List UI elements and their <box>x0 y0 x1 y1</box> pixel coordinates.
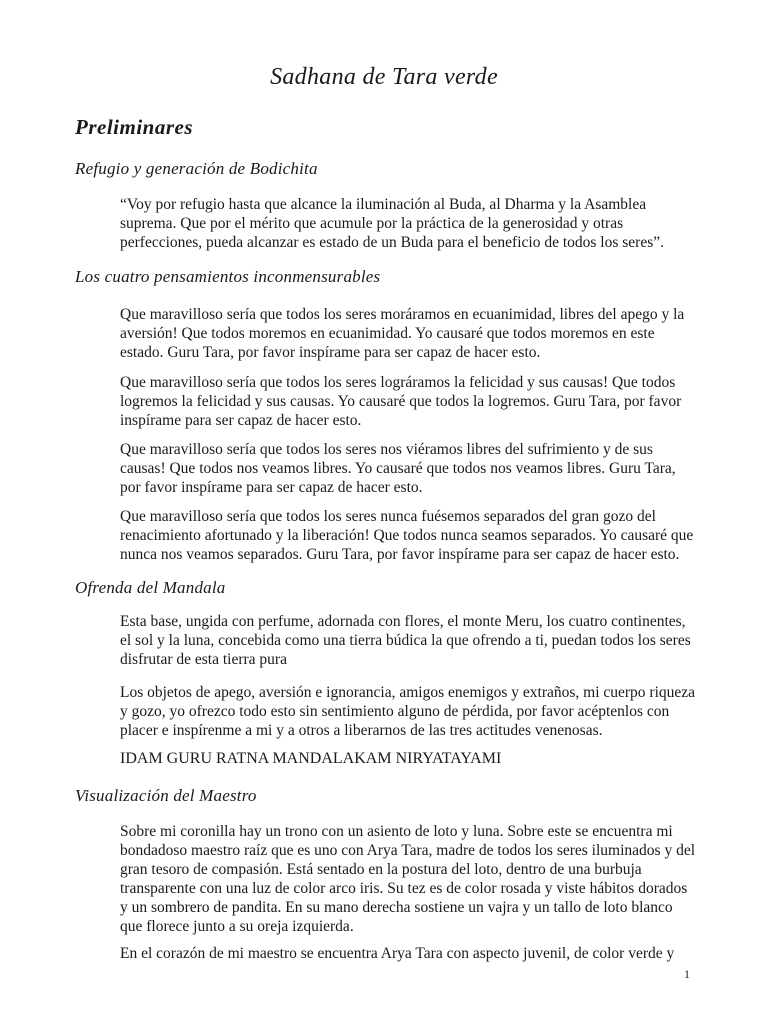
subheading-cuatro-pensamientos: Los cuatro pensamientos inconmensurables <box>75 267 381 286</box>
mantra-mandala: IDAM GURU RATNA MANDALAKAM NIRYATAYAMI <box>120 750 502 767</box>
paragraph-felicidad: Que maravilloso sería que todos los seres lográramos la felicidad y sus causas! Que todos logremos la felicidad y sus causas. Yo causaré que todos la logremos. Guru Tara, por favor inspírame para ser capaz de hacer esto. <box>120 374 682 429</box>
paragraph-visualizacion-corazon: En el corazón de mi maestro se encuentra Arya Tara con aspecto juvenil, de color verde y <box>120 945 675 962</box>
paragraph-sufrimiento: Que maravilloso sería que todos los seres nos viéramos libres del sufrimiento y de sus causas! Que todos nos veamos libres. Yo causaré que todos nos veamos libres. Guru Tara, por favor inspírame para ser capaz de hacer esto. <box>120 441 676 496</box>
paragraph-visualizacion-trono: Sobre mi coronilla hay un trono con un asiento de loto y luna. Sobre este se encuentra mi bondadoso maestro raíz que es uno con Arya Tara, madre de todos los seres iluminados y del gran tesoro de compasión. Está sentado en la postura del loto, dentro de una burbuja transparente con una luz de color arco iris. Su tez es de color rosada y viste hábitos dorados y un sombrero de pandita. En su mano derecha sostiene un vajra y un tallo de loto blanco que florece junto a su oreja izquierda. <box>120 823 695 935</box>
document-title: Sadhana de Tara verde <box>270 64 498 90</box>
page-number: 1 <box>684 967 690 981</box>
paragraph-ecuanimidad: Que maravilloso sería que todos los seres moráramos en ecuanimidad, libres del apego y la aversión! Que todos moremos en ecuanimidad. Yo causaré que todos moremos en este estado. Guru Tara, por favor inspírame para ser capaz de hacer esto. <box>120 306 685 361</box>
subheading-ofrenda-mandala: Ofrenda del Mandala <box>75 578 226 597</box>
paragraph-refugio: “Voy por refugio hasta que alcance la iluminación al Buda, al Dharma y la Asamblea suprema. Que por el mérito que acumule por la práctica de la generosidad y otras perfecciones, pueda alcanzar es estado de un Buda para el beneficio de todos los seres”. <box>120 196 664 251</box>
section-heading-preliminares: Preliminares <box>75 115 194 139</box>
paragraph-ofrenda-base: Esta base, ungida con perfume, adornada con flores, el monte Meru, los cuatro continentes, el sol y la luna, concebida como una tierra búdica la que ofrendo a ti, puedan todos los seres disfrutar de esta tierra pura <box>120 613 691 668</box>
paragraph-ofrenda-objetos: Los objetos de apego, aversión e ignorancia, amigos enemigos y extraños, mi cuerpo riqueza y gozo, yo ofrezco todo esto sin sentimiento alguno de pérdida, por favor acéptenlos con placer e inspírenme a mi y a otros a liberarnos de las tres actitudes venenosas. <box>120 684 696 739</box>
subheading-visualizacion-maestro: Visualización del Maestro <box>75 786 257 805</box>
paragraph-gran-gozo: Que maravilloso sería que todos los seres nunca fuésemos separados del gran gozo del renacimiento afortunado y la liberación! Que todos nunca seamos separados. Yo causaré que nunca nos veamos separados. Guru Tara, por favor inspírame para ser capaz de hacer esto. <box>120 508 694 563</box>
subheading-refugio: Refugio y generación de Bodichita <box>75 159 318 178</box>
